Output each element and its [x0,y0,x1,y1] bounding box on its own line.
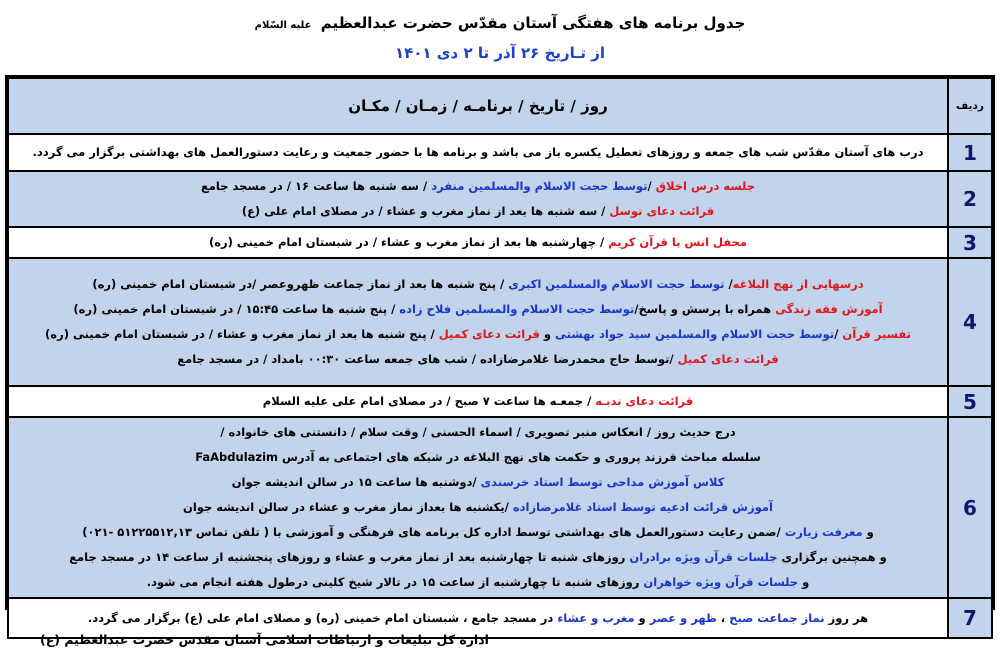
content-line [17,606,939,631]
page-title [0,14,1000,32]
content-line [17,445,939,470]
program-title: قرائت دعای ندبـه [595,394,694,408]
program-detail: درب های آستان مقدّس شب های جمعه و روزهای تعطیل یکسره باز می باشد و برنامه ها با حضور جمعیت و رعایت دستورالعمل های بهداشتی برگزار می گردد. [32,145,924,159]
content-line [17,470,939,495]
program-title: تفسیر قرآن [842,327,911,341]
table-row [8,227,992,258]
program-detail: / پنج شنبه ها بعد از نماز جماعت ظهروعصر /در شبستان امام خمینی (ره) [92,277,509,291]
program-detail: و همچنین برگزاری [777,550,887,564]
program-detail: / سه شنبه ها ساعت ۱۶ / در مسجد جامع [200,179,432,193]
program-detail: همراه با پرسش و پاسخ/ [634,302,776,316]
program-presenter: توسط حجت الاسلام والمسلمین فلاح زاده [399,302,635,316]
program-detail: / [724,277,733,291]
program-presenter: توسط حجت الاسلام والمسلمین منفرد [431,179,648,193]
row-number: 3 [948,227,992,258]
page-title-text: جدول برنامه های هفتگی آستان مقدّس حضرت عبدالعظیم [320,14,746,32]
program-title: قرائت دعای توسل [609,204,715,218]
content-line [17,495,939,520]
program-detail: / پنج شنبه ها ساعت ۱۵:۴۵ / در شبستان امام خمینی (ره) [73,302,400,316]
row-number: 7 [948,598,992,638]
content-line [17,174,939,199]
table-row [8,258,992,386]
program-title: محفل انس با قرآن کریم [608,235,747,249]
content-line [17,347,939,372]
program-detail: هر روز [824,610,869,625]
content-line [17,322,939,347]
content-line [17,230,939,255]
program-detail: / [834,327,843,341]
program-detail: و [798,575,810,589]
column-header-details: روز / تاریخ / برنامـه / زمـان / مکـان [8,78,948,134]
program-detail: /دوشنبه ها ساعت ۱۵ در سالن اندیشه جوان [231,475,481,489]
row-content [8,386,948,417]
program-presenter: مغرب و عشاء [557,610,635,625]
program-detail: ، [716,610,730,625]
row-content [8,134,948,171]
column-header-row-number: ردیف [948,78,992,134]
table-row [8,417,992,598]
weekly-schedule-table [5,75,995,630]
program-presenter: آموزش قرائت ادعیه توسط استاد غلامرضازاده [512,500,773,514]
table-row [8,134,992,171]
program-title: آموزش فقه زندگی [775,302,883,316]
program-presenter: ظهر و عصر [649,610,717,625]
content-line [17,420,939,445]
program-detail: /ضمن رعایت دستورالعمل های بهداشتی توسط اداره کل برنامه های فرهنگی و آموزشی با ( تلفن تماس ۵۱۲۲۵۵۱۲,۱۳ -۰۲۱) [82,525,785,539]
program-title: قرائت دعای کمیل [438,327,540,341]
program-presenter: جلسات قرآن ویژه خواهران [643,575,799,589]
content-line [17,199,939,224]
program-presenter: کلاس آموزش مداحی توسط استاد خرسندی [480,475,725,489]
content-line [17,545,939,570]
row-content [8,258,948,386]
row-content [8,171,948,227]
content-line [17,389,939,414]
program-detail: و [634,610,650,625]
program-detail: درج حدیث روز / انعکاس منبر تصویری / اسماء الحسنی / وقت سلام / دانستنی های خانواده / [220,425,736,439]
date-range-subtitle: از تـاریخ ۲۶ آذر تا ۲ دی ۱۴۰۱ [394,44,606,62]
program-detail: / [647,179,656,193]
row-content [8,227,948,258]
program-presenter: توسط حجت الاسلام والمسلمین اکبری [508,277,725,291]
footer-organization: اداره کل تبلیغات و ارتباطات اسلامی آستان مقدس حضرت عبدالعظیم (ع) [40,632,489,647]
program-presenter: نماز جماعت صبح [729,610,825,625]
page-title-honorific: علیه السّلام [254,20,312,31]
content-line [17,520,939,545]
content-line [17,272,939,297]
row-number: 5 [948,386,992,417]
program-detail: / پنج شنبه ها بعد از نماز مغرب و عشاء / در شبستان امام خمینی (ره) [45,327,439,341]
row-number: 4 [948,258,992,386]
table-row [8,386,992,417]
program-detail: /یکشنبه ها بعداز نماز مغرب و عشاء در سالن اندیشه جوان [183,500,513,514]
program-title: جلسه درس اخلاق [655,179,756,193]
table-header-row [8,78,992,134]
program-detail: در مسجد جامع ، شبستان امام خمینی (ره) و مصلای امام علی (ع) برگزار می گردد. [87,610,558,625]
content-line [17,140,939,165]
program-title: درسهایی از نهج البلاغه [732,277,864,291]
program-detail: روزهای شنبه تا چهارشنبه بعد از نماز مغرب و عشاء و روزهای پنجشنبه از ساعت ۱۴ در مسجد جامع [69,550,630,564]
program-presenter: جلسات قرآن ویژه برادران [629,550,778,564]
program-presenter: توسط حجت الاسلام والمسلمین سید جواد بهشتی [555,327,835,341]
program-detail: و [862,525,874,539]
program-presenter: معرفت زیارت [784,525,863,539]
row-number: 1 [948,134,992,171]
program-detail: و [539,327,556,341]
program-detail: سلسله مباحث فرزند پروری و حکمت های نهج البلاغه در شبکه های اجتماعی به آدرس FaAbdulazim [195,450,761,464]
program-detail: /توسط حاج محمدرضا غلامرضازاده / شب های جمعه ساعت ۰۰:۳۰ بامداد / در مسجد جامع [177,352,678,366]
program-detail: / جمعـه ها ساعت ۷ صبح / در مصلای امام علی علیه السلام [262,394,596,408]
program-detail: / چهارشنبه ها بعد از نماز مغرب و عشاء / در شبستان امام خمینی (ره) [209,235,609,249]
content-line [17,570,939,595]
program-detail: / سه شنبه ها بعد از نماز مغرب و عشاء / در مصلای امام علی (ع) [241,204,610,218]
table-row [8,171,992,227]
row-content [8,417,948,598]
row-number: 6 [948,417,992,598]
program-title: قرائت دعای کمیل [677,352,779,366]
content-line [17,297,939,322]
program-detail: روزهای شنبه تا چهارشنبه از ساعت ۱۵ در تالار شیخ کلینی درطول هفته انجام می شود. [146,575,644,589]
row-number: 2 [948,171,992,227]
